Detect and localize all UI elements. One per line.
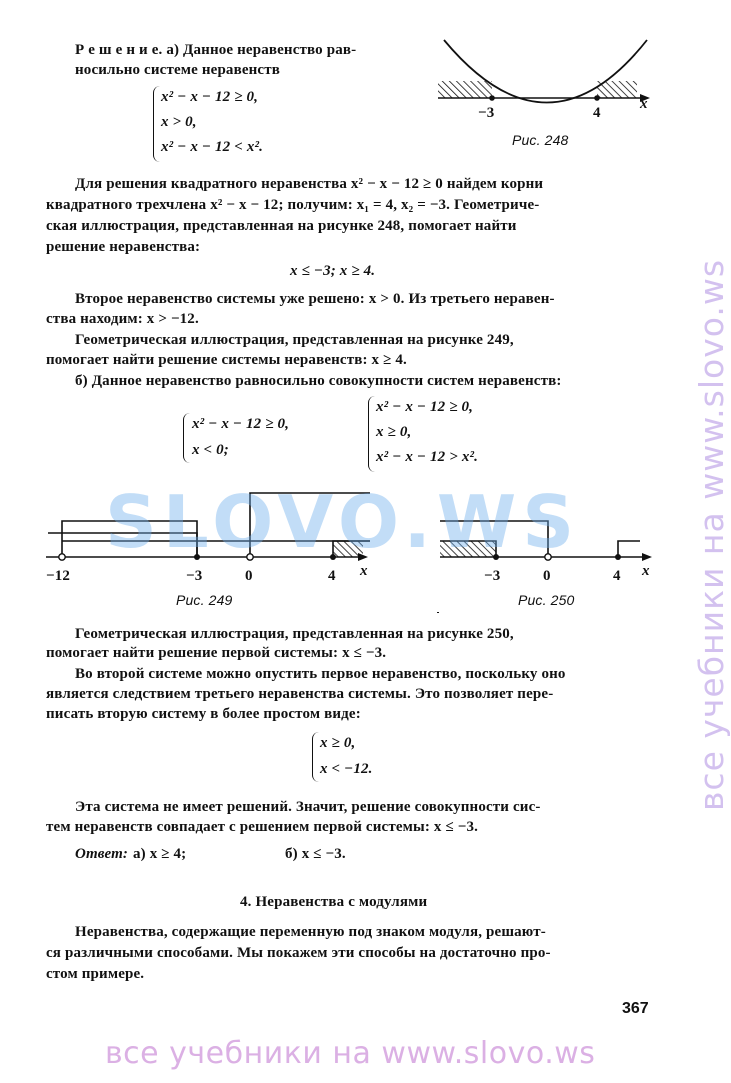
side-watermark: все учебники на www.slovo.ws [692,258,731,812]
fig248-tick-minus3: −3 [478,105,495,121]
paragraph-line: ская иллюстрация, представленная на рисунке 248, помогает найти [46,218,517,234]
fig250-bracket-from-4 [618,541,640,557]
fig250-caption: Рис. 250 [518,592,575,608]
result-formula: x ≤ −3; x ≥ 4. [290,263,376,279]
system4-line: x ≥ 0, [320,735,356,751]
paragraph-line: Геометрическая иллюстрация, представленная на рисунке 249, [75,332,514,348]
fig249-tick-4: 4 [328,568,336,584]
fig250-axis-label: x [642,563,650,579]
system1-line: x > 0, [161,114,197,130]
answer-label: Ответ: [75,846,129,862]
paragraph-line: стом примере. [46,966,145,982]
paragraph-line: тем неравенств совпадает с решением первой системы: x ≤ −3. [46,819,479,835]
bottom-watermark: все учебники на www.slovo.ws [105,1036,596,1071]
paragraph-line: Для решения квадратного неравенства x² − x − 12 ≥ 0 найдем корни [75,176,544,192]
answer-part-a: а) x ≥ 4; [133,846,187,862]
fig249-tick-minus12: −12 [46,568,70,584]
fig248-axis-label: x [640,96,648,112]
paragraph-line: помогает найти решение первой системы: x ≤ −3. [46,645,387,661]
section-title: 4. Неравенства с модулями [240,894,428,910]
center-watermark: SLOVO.WS [105,480,581,564]
fig249-axis-label: x [360,563,368,579]
paragraph-line: квадратного трехчлена x² − x − 12; получим: x₁ = 4, x₂ = −3. Геометриче- [46,197,540,213]
fig250-arrow [642,553,652,561]
fig249-caption: Рис. 249 [176,592,233,608]
paragraph-line: решение неравенства: [46,239,201,255]
system4-brace [312,732,319,782]
paragraph-line: б) Данное неравенство равносильно совокупности систем неравенств: [75,373,562,389]
fig250-tick-0: 0 [543,568,551,584]
paragraph-line: Во второй системе можно опустить первое неравенство, поскольку оно [75,666,566,682]
paragraph-line: Неравенства, содержащие переменную под знаком модуля, решают- [75,924,546,940]
solution-intro-line2: носильно системе неравенств [75,62,281,78]
system4-line: x < −12. [320,761,373,777]
answer-part-b: б) x ≤ −3. [285,846,346,862]
fig250-tick-minus3: −3 [484,568,501,584]
fig248-tick-4: 4 [593,105,601,121]
paragraph-line: писать вторую систему в более простом виде: [46,706,361,722]
system1-line: x² − x − 12 < x². [161,139,264,155]
paragraph-line: Геометрическая иллюстрация, представленная на рисунке 250, [75,626,514,642]
fig248-caption: Рис. 248 [512,132,569,148]
paragraph-line: ся различными способами. Мы покажем эти способы на достаточно про- [46,945,551,961]
solution-label: Р е ш е н и е. [75,42,163,58]
paragraph-line: Эта система не имеет решений. Значит, решение совокупности сис- [75,799,541,815]
paragraph-line: помогает найти решение системы неравенств: x ≥ 4. [46,352,407,368]
system2-line: x < 0; [192,442,229,458]
paragraph-line: ства находим: x > −12. [46,311,199,327]
system2-line: x² − x − 12 ≥ 0, [192,416,290,432]
system3-line: x² − x − 12 ≥ 0, [376,399,474,415]
paragraph-line: является следствием третьего неравенства системы. Это позволяет пере- [46,686,554,702]
fig250-point-4 [615,554,621,560]
system3-line: x² − x − 12 > x². [376,449,479,465]
fig250-tick-4: 4 [613,568,621,584]
fig249-tick-minus3: −3 [186,568,203,584]
fig249-tick-0: 0 [245,568,253,584]
page-number: 367 [622,1000,649,1017]
solution-intro-line1: Р е ш е н и е. а) Данное неравенство рав- [75,42,357,58]
system3-line: x ≥ 0, [376,424,412,440]
paragraph-line: Второе неравенство системы уже решено: x > 0. Из третьего неравен- [75,291,555,307]
system1-line: x² − x − 12 ≥ 0, [161,89,259,105]
